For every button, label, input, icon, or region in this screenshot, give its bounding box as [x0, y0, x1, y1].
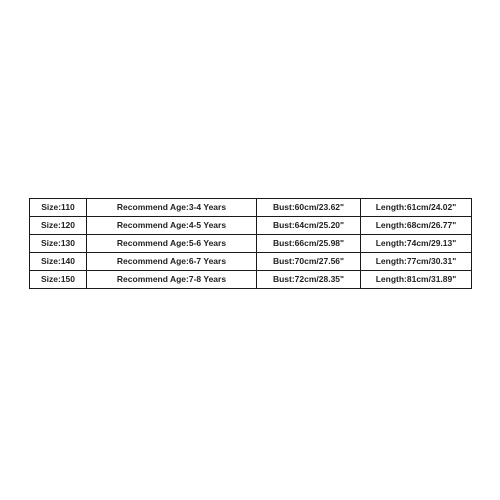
table-row [30, 271, 472, 289]
size-cell: Size:130 [30, 235, 87, 253]
recommend-age-cell: Recommend Age:7-8 Years [87, 271, 257, 289]
recommend-age-cell: Recommend Age:6-7 Years [87, 253, 257, 271]
recommend-age-cell: Recommend Age:5-6 Years [87, 235, 257, 253]
recommend-age-cell: Recommend Age:3-4 Years [87, 199, 257, 217]
table-row [30, 199, 472, 217]
size-cell: Size:110 [30, 199, 87, 217]
length-cell: Length:61cm/24.02" [361, 199, 472, 217]
table-row [30, 217, 472, 235]
length-cell: Length:77cm/30.31" [361, 253, 472, 271]
recommend-age-cell: Recommend Age:4-5 Years [87, 217, 257, 235]
size-cell: Size:120 [30, 217, 87, 235]
length-cell: Length:74cm/29.13" [361, 235, 472, 253]
bust-cell: Bust:60cm/23.62" [257, 199, 361, 217]
length-cell: Length:81cm/31.89" [361, 271, 472, 289]
bust-cell: Bust:70cm/27.56" [257, 253, 361, 271]
bust-cell: Bust:66cm/25.98" [257, 235, 361, 253]
bust-cell: Bust:72cm/28.35" [257, 271, 361, 289]
bust-cell: Bust:64cm/25.20" [257, 217, 361, 235]
length-cell: Length:68cm/26.77" [361, 217, 472, 235]
size-cell: Size:140 [30, 253, 87, 271]
table-row [30, 235, 472, 253]
size-cell: Size:150 [30, 271, 87, 289]
size-chart-table [29, 198, 472, 289]
table-row [30, 253, 472, 271]
